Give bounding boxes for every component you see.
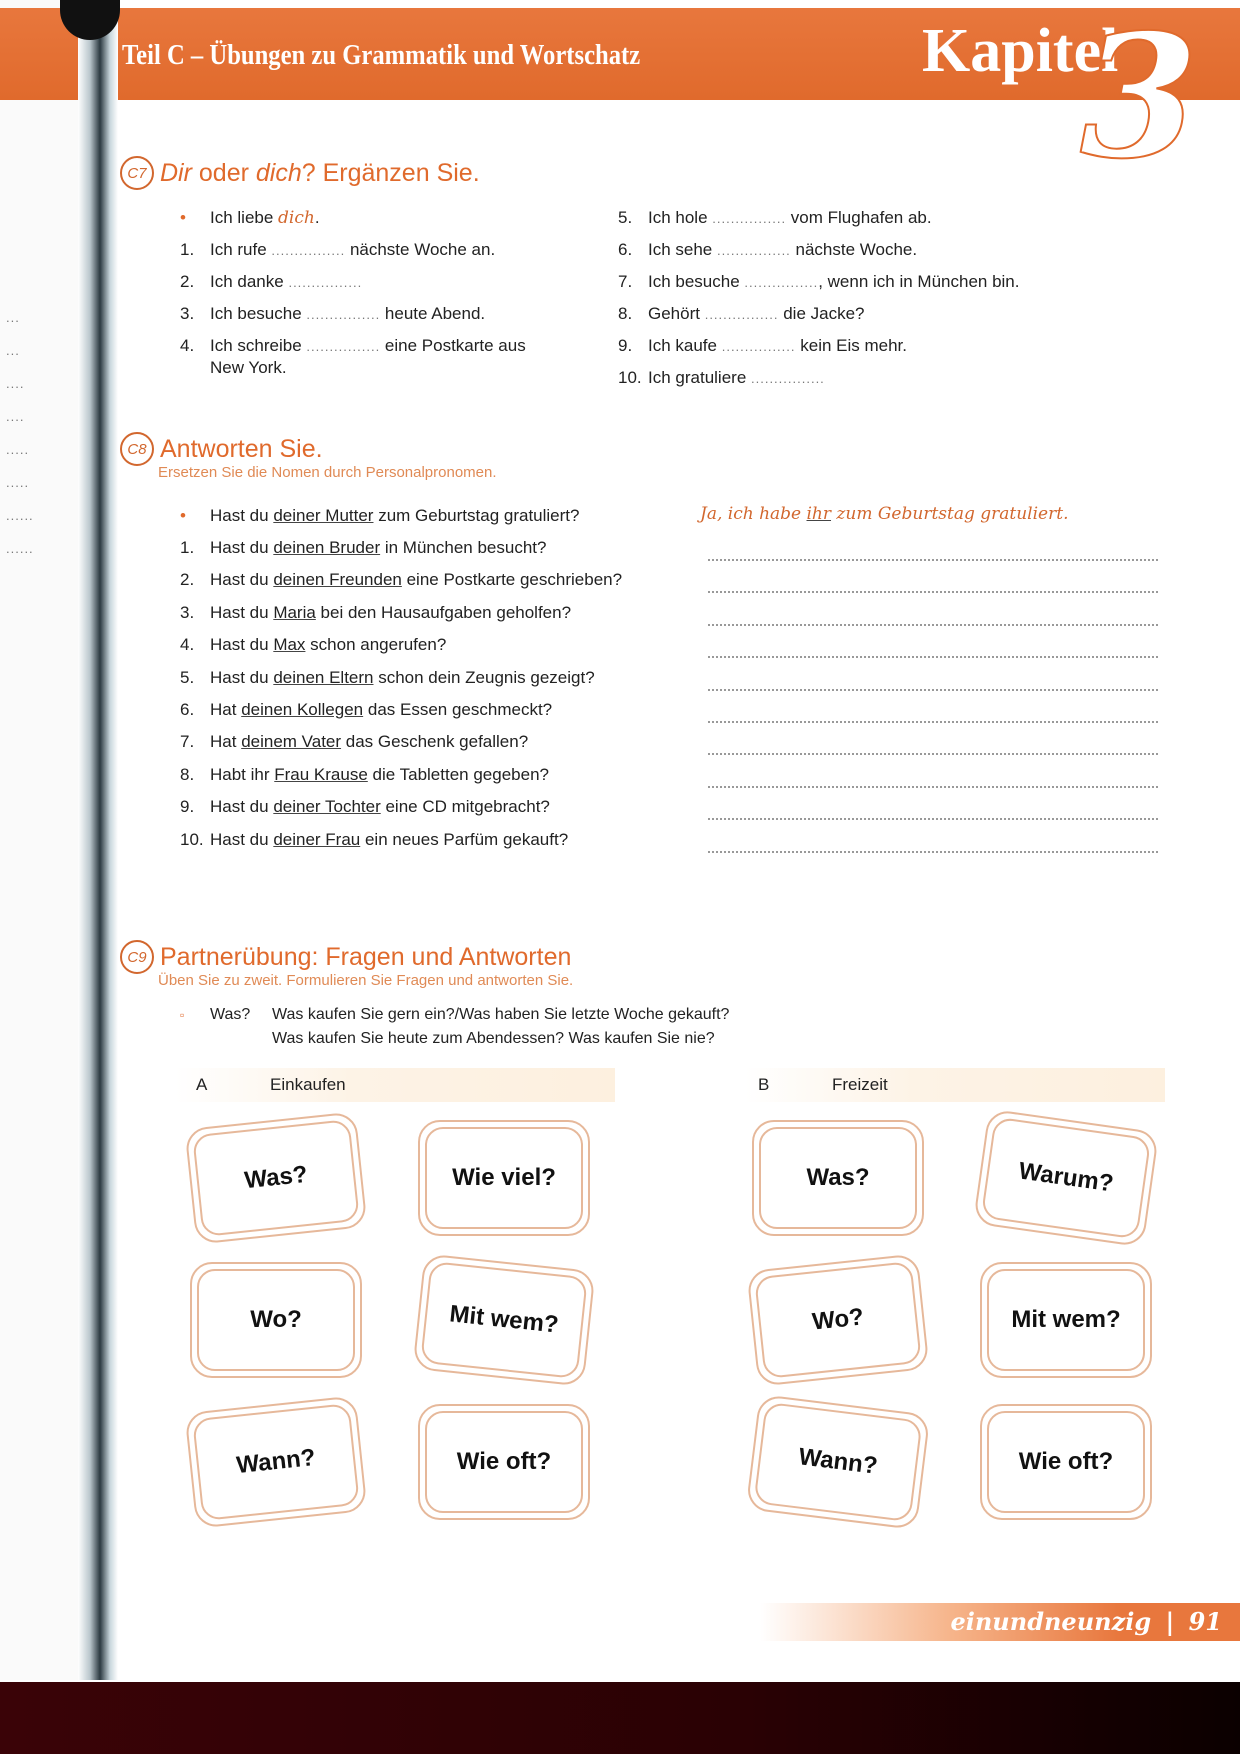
c8-title: Antworten Sie. [160, 434, 323, 463]
left-margin-dots [6, 310, 34, 574]
c7-title-mid: oder [191, 158, 256, 187]
blank-field[interactable]: ................ [288, 275, 363, 290]
c7-item [618, 208, 932, 228]
kapitel-label: Kapitel [922, 17, 1119, 85]
underlined-noun: deinen Kollegen [241, 700, 364, 719]
item-number: 1. [180, 538, 195, 557]
bullet-icon: • [180, 208, 186, 227]
c9-example-line2: Was kaufen Sie heute zum Abendessen? Was kaufen Sie nie? [272, 1030, 715, 1047]
item-text: Ich besuche [648, 272, 745, 291]
c9-subtitle: Üben Sie zu zweit. Formulieren Sie Fragen und antworten Sie. [158, 972, 574, 989]
example-line: Was kaufen Sie gern ein?/Was haben Sie letzte Woche gekauft? [272, 1006, 730, 1023]
card-label: Was? [806, 1164, 870, 1191]
item-number: 10. [180, 830, 204, 849]
c8-item [180, 635, 446, 655]
item-number: 10. [618, 368, 642, 387]
item-text: das Essen geschmeckt? [363, 700, 553, 719]
bullet-icon: • [180, 506, 186, 525]
item-text: vom Flughafen ab. [786, 208, 932, 227]
item-number: 3. [180, 304, 195, 323]
item-text: Ich kaufe [648, 336, 722, 355]
margin-dots: .... [6, 376, 25, 391]
item-text: eine Postkarte aus [380, 336, 526, 355]
page-footer [760, 1603, 1240, 1641]
item-text: Hat [210, 700, 242, 719]
question-card [973, 1109, 1159, 1248]
margin-dots: ..... [6, 442, 30, 457]
c9-badge: C9 [120, 940, 154, 974]
c8-item [180, 797, 550, 817]
c7-item [180, 240, 495, 260]
item-text: , wenn ich in München bin. [818, 272, 1020, 291]
answer-pronoun: ihr [806, 504, 832, 524]
c8-item [180, 700, 552, 720]
underlined-noun: Max [273, 635, 306, 654]
item-text: Hast du [210, 830, 274, 849]
item-text: die Tabletten gegeben? [367, 765, 549, 784]
c7-example [180, 208, 320, 228]
underlined-noun: Maria [273, 603, 316, 622]
group-a-topic: Einkaufen [270, 1075, 346, 1094]
card-label: Wo? [810, 1303, 865, 1336]
margin-dots: ... [6, 310, 20, 325]
header-title: Teil C – Übungen zu Grammatik und Wortschatz [122, 40, 641, 71]
card-label: Wie viel? [452, 1164, 556, 1191]
page-number-label [950, 1607, 1222, 1636]
item-number: 8. [180, 765, 195, 784]
item-text: kein Eis mehr. [795, 336, 908, 355]
group-a-bar [175, 1068, 615, 1102]
item-text: bei den Hausaufgaben geholfen? [315, 603, 572, 622]
item-text: eine CD mitgebracht? [380, 797, 550, 816]
c9-heading [120, 940, 571, 974]
item-text: die Jacke? [778, 304, 865, 323]
c9-title: Partnerübung: Fragen und Antworten [160, 942, 572, 971]
answer-line[interactable] [708, 785, 1158, 788]
blank-field[interactable]: ................ [717, 243, 791, 258]
c7-item [618, 304, 865, 324]
c7-item-line2: New York. [210, 358, 287, 377]
c7-item [618, 272, 1020, 292]
blank-field[interactable]: ................ [306, 339, 381, 354]
group-b-topic: Freizeit [832, 1075, 888, 1094]
card-label: Wie oft? [1018, 1448, 1114, 1475]
underlined-noun: deinen Bruder [273, 538, 381, 557]
item-number: 5. [618, 208, 633, 227]
margin-dots: ...... [6, 508, 34, 523]
page-number: 91 [1188, 1607, 1222, 1636]
c8-item [180, 830, 568, 850]
item-text: schon angerufen? [305, 635, 447, 654]
question-card [418, 1404, 590, 1520]
item-number: 7. [618, 272, 633, 291]
c7-item [180, 336, 526, 356]
c7-item [180, 272, 362, 292]
item-number: 7. [180, 732, 195, 751]
scan-background [0, 1682, 1240, 1754]
item-number: 4. [180, 635, 195, 654]
answer-line[interactable] [708, 558, 1158, 561]
item-number: 6. [618, 240, 633, 259]
question-card [184, 1395, 367, 1528]
item-text: Ich gratuliere [648, 368, 751, 387]
answer-line[interactable] [708, 850, 1158, 853]
answer-line[interactable] [708, 623, 1158, 626]
item-number: 3. [180, 603, 195, 622]
c8-item [180, 538, 546, 558]
item-text: Hast du [210, 668, 274, 687]
blank-field[interactable]: ................ [712, 211, 787, 226]
item-number: 8. [618, 304, 633, 323]
c8-item [180, 668, 595, 688]
item-text: Hast du [210, 797, 274, 816]
c8-item [180, 570, 622, 590]
item-number: 6. [180, 700, 195, 719]
answer-text: Ja, ich habe [700, 504, 807, 524]
card-label: Mit wem? [448, 1300, 560, 1339]
item-text: nächste Woche. [790, 240, 918, 259]
question-card [746, 1394, 931, 1530]
underlined-noun: deinem Vater [241, 732, 342, 751]
item-number: 1. [180, 240, 195, 259]
question-card [418, 1120, 590, 1236]
item-text: Habt ihr [210, 765, 275, 784]
item-text: Hast du [210, 506, 274, 525]
c7-title-rest: ? Ergänzen Sie. [301, 158, 480, 187]
blank-field[interactable]: ................ [751, 371, 825, 386]
item-text: nächste Woche an. [345, 240, 496, 259]
item-text: Ich rufe [210, 240, 272, 259]
margin-dots: ... [6, 343, 20, 358]
card-label: Wie oft? [456, 1448, 552, 1475]
item-text: Ich sehe [648, 240, 717, 259]
c7-item [618, 240, 917, 260]
blank-field[interactable]: ................ [744, 275, 819, 290]
c7-title-dir: Dir [160, 158, 192, 187]
question-card [980, 1262, 1152, 1378]
margin-dots: .... [6, 409, 25, 424]
underlined-noun: deiner Frau [273, 830, 361, 849]
item-number: 2. [180, 570, 195, 589]
margin-dots: ..... [6, 475, 30, 490]
item-text: ein neues Parfüm gekauft? [360, 830, 569, 849]
item-text: Hast du [210, 570, 274, 589]
chapter-number: 3 [1080, 0, 1199, 197]
margin-dots: ...... [6, 541, 34, 556]
blank-field[interactable]: ................ [721, 339, 796, 354]
card-label: Warum? [1017, 1157, 1116, 1198]
c8-heading [120, 432, 323, 466]
question-card [184, 1111, 367, 1244]
question-card [752, 1120, 924, 1236]
underlined-noun: deinen Freunden [273, 570, 402, 589]
group-b-bar [745, 1068, 1165, 1102]
group-b-letter: B [758, 1075, 770, 1094]
square-bullet-icon: ▫ [180, 1008, 185, 1022]
item-number: 4. [180, 336, 195, 355]
c8-badge: C8 [120, 432, 154, 466]
item-number: 2. [180, 272, 195, 291]
c7-item [618, 368, 825, 388]
item-text: eine Postkarte geschrieben? [401, 570, 623, 589]
question-card [980, 1404, 1152, 1520]
answer-line[interactable] [708, 817, 1158, 820]
c7-heading [120, 156, 480, 190]
item-text: das Geschenk gefallen? [341, 732, 529, 751]
c8-example-answer [700, 504, 1068, 524]
item-text: Hast du [210, 538, 274, 557]
card-label: Was? [243, 1160, 309, 1195]
answer-line[interactable] [708, 590, 1158, 593]
item-number: 5. [180, 668, 195, 687]
question-card [746, 1253, 929, 1386]
c8-example [180, 506, 579, 526]
example-label: Was? [210, 1006, 251, 1023]
example-text: Ich liebe [210, 208, 279, 227]
card-label: Wann? [797, 1443, 879, 1480]
answer-line[interactable] [708, 752, 1158, 755]
c7-title-dich: dich [255, 158, 302, 187]
blank-field[interactable]: ................ [271, 243, 346, 258]
item-text: Ich besuche [210, 304, 307, 323]
book-spine [78, 0, 118, 1680]
answer-line[interactable] [708, 655, 1158, 658]
item-number: 9. [618, 336, 633, 355]
card-label: Wo? [250, 1306, 302, 1333]
page-word: einundneunzig [950, 1607, 1152, 1636]
answer-line[interactable] [708, 720, 1158, 723]
item-text: Ich danke [210, 272, 289, 291]
c9-example [180, 1006, 729, 1024]
card-label: Wann? [235, 1443, 317, 1480]
c8-item [180, 603, 571, 623]
item-text: Hast du [210, 635, 274, 654]
item-text: in München besucht? [380, 538, 547, 557]
c7-badge: C7 [120, 156, 154, 190]
c8-subtitle: Ersetzen Sie die Nomen durch Personalpronomen. [158, 464, 497, 481]
item-text: Ich hole [648, 208, 713, 227]
item-number: 9. [180, 797, 195, 816]
underlined-noun: deiner Tochter [273, 797, 381, 816]
underlined-noun: Frau Krause [274, 765, 368, 784]
c8-item [180, 765, 549, 785]
item-text: Gehört [648, 304, 705, 323]
question-card [190, 1262, 362, 1378]
example-answer: dich [278, 208, 315, 228]
question-card [412, 1253, 595, 1386]
underlined-noun: deinen Eltern [273, 668, 374, 687]
blank-field[interactable]: ................ [704, 307, 779, 322]
item-text: Hat [210, 732, 242, 751]
answer-text: zum Geburtstag gratuliert. [831, 504, 1069, 524]
group-a-letter: A [196, 1075, 208, 1094]
item-text: zum Geburtstag gratuliert? [373, 506, 580, 525]
c7-item [618, 336, 907, 356]
item-text: Ich schreibe [210, 336, 307, 355]
item-text: Hast du [210, 603, 274, 622]
card-label: Mit wem? [1011, 1306, 1121, 1333]
answer-line[interactable] [708, 688, 1158, 691]
c7-item [180, 304, 485, 324]
item-text: heute Abend. [380, 304, 486, 323]
separator: | [1165, 1607, 1175, 1636]
underlined-noun: deiner Mutter [273, 506, 374, 525]
item-text: schon dein Zeugnis gezeigt? [373, 668, 595, 687]
c8-item [180, 732, 528, 752]
blank-field[interactable]: ................ [306, 307, 381, 322]
example-suffix: . [314, 208, 320, 227]
